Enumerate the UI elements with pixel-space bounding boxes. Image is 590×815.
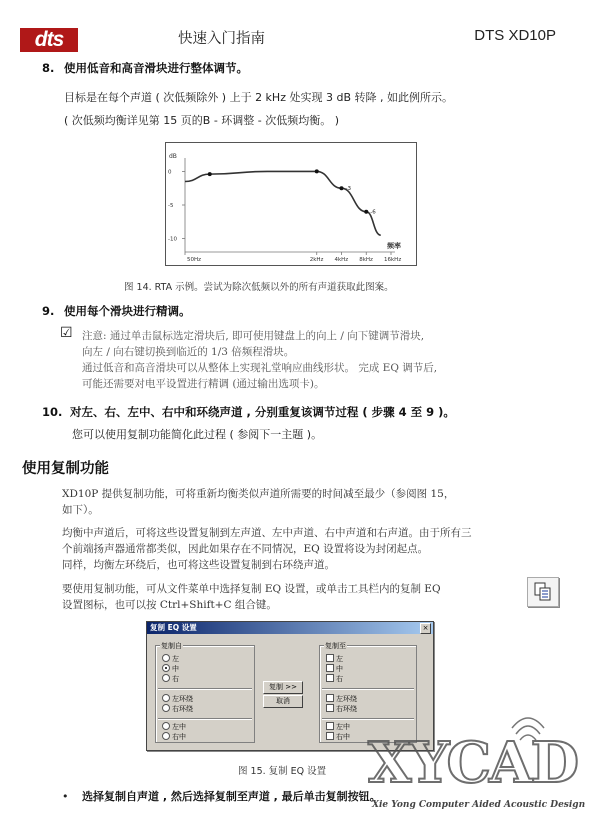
rta-marker-0 xyxy=(208,172,212,176)
copy-from-label: 复制自 xyxy=(161,642,182,650)
step8-number: 8. xyxy=(42,61,55,75)
from-separator-2 xyxy=(158,718,252,720)
from-left-surround-radio[interactable]: 左环绕 xyxy=(162,694,193,704)
x-tick-label-2: 4kHz xyxy=(334,257,349,263)
step9-note1: 注意: 通过单击鼠标选定滑块后, 即可使用键盘上的向上 / 向下键调节滑块, xyxy=(82,330,425,342)
step9-note2: 向左 / 向右键切换到临近的 1/3 倍频程滑块。 xyxy=(82,346,295,358)
from-right-radio[interactable]: 右 xyxy=(162,674,179,684)
rta-marker-2 xyxy=(339,186,343,190)
step9-note4: 可能还需要对电平设置进行精调 (通过输出选项卡)。 xyxy=(82,378,325,390)
step10-sub: 您可以使用复制功能简化此过程 ( 参阅下一主题 )。 xyxy=(72,428,323,441)
step8-line2: ( 次低频均衡详见第 15 页的B - 环调整 - 次低频均衡。 ) xyxy=(64,114,340,127)
y-tick-label-0: 0 xyxy=(168,169,172,176)
to-right-center-checkbox[interactable]: 右中 xyxy=(326,732,350,742)
section-p1b: 如下）。 xyxy=(62,504,99,516)
close-icon[interactable]: × xyxy=(420,623,431,634)
bullet-text: 选择复制自声道 , 然后选择复制至声道 , 最后单击复制按钮。 xyxy=(82,790,381,803)
from-left-radio[interactable]: 左 xyxy=(162,654,179,664)
from-separator-1 xyxy=(158,688,252,690)
to-left-checkbox[interactable]: 左 xyxy=(326,654,343,664)
to-right-surround-checkbox[interactable]: 右环绕 xyxy=(326,704,357,714)
to-center-checkbox[interactable]: 中 xyxy=(326,664,343,674)
step10-title: 对左、右、左中、右中和环绕声道 , 分别重复该调节过程 ( 步骤 4 至 9 )。 xyxy=(70,405,455,419)
section-p3a: 要使用复制功能，可从文件菜单中选择复制 EQ 设置，或单击工具栏内的复制 EQ xyxy=(62,583,441,595)
dts-logo: dts xyxy=(20,28,78,52)
to-left-center-checkbox[interactable]: 左中 xyxy=(326,722,350,732)
to-separator-1 xyxy=(322,688,414,690)
xycad-watermark xyxy=(360,712,586,812)
section-p2c: 同样，均衡左环绕后，也可将这些设置复制到右环绕声道。 xyxy=(62,559,335,571)
rta-marker-label-3: -6 xyxy=(370,209,376,216)
copy-button[interactable]: 复制 >> xyxy=(263,681,303,694)
header-title: 快速入门指南 xyxy=(178,31,265,47)
copy-to-label: 复制至 xyxy=(325,642,346,650)
rta-marker-3 xyxy=(364,210,368,214)
chart-frame xyxy=(166,143,417,266)
x-axis-label: 频率 xyxy=(387,242,401,250)
x-tick-label-4: 16kHz xyxy=(384,257,402,263)
section-p1a: XD10P 提供复制功能，可将重新均衡类似声道所需要的时间减至最少（参阅图 15， xyxy=(62,488,455,500)
step10-number: 10. xyxy=(42,405,63,419)
bullet-dot: • xyxy=(62,790,69,803)
step9-title: 使用每个滑块进行精调。 xyxy=(64,304,191,318)
header-model: DTS XD10P xyxy=(474,27,556,44)
from-center-radio[interactable]: 中 xyxy=(162,664,179,674)
x-tick-label-3: 8kHz xyxy=(359,257,373,263)
section-p2a: 均衡中声道后，可将这些设置复制到左声道、左中声道、右中声道和右声道。由于所有三 xyxy=(62,527,472,539)
step9-note3: 通过低音和高音滑块可以从整体上实现礼堂响应曲线形状。 完成 EQ 调节后, xyxy=(82,362,438,374)
section-heading: 使用复制功能 xyxy=(22,461,109,477)
fig14-caption: 图 14. RTA 示例。尝试为除次低频以外的所有声道获取此图案。 xyxy=(124,282,394,293)
x-tick-label-1: 2kHz xyxy=(309,257,324,263)
y-tick-label-1: -5 xyxy=(168,203,174,209)
rta-marker-1 xyxy=(315,169,319,173)
rta-marker-label-2: -3 xyxy=(345,186,351,193)
section-p2b: 个前端扬声器通常都类似，因此如果存在不同情况，EQ 设置将设为封闭起点。 xyxy=(62,543,429,555)
to-left-surround-checkbox[interactable]: 左环绕 xyxy=(326,694,357,704)
copy-eq-toolbar-icon[interactable] xyxy=(527,577,559,607)
from-right-surround-radio[interactable]: 右环绕 xyxy=(162,704,193,714)
watermark-small: Xie Yong Computer Aided Acoustic Design xyxy=(372,800,586,810)
x-tick-label-0: 50Hz xyxy=(187,257,202,263)
step8-line1: 目标是在每个声道 ( 次低频除外 ) 上于 2 kHz 处实现 3 dB 转降 , 如此例所示。 xyxy=(64,91,453,104)
rta-chart xyxy=(165,142,417,266)
fig15-caption: 图 15. 复制 EQ 设置 xyxy=(238,766,327,777)
to-right-checkbox[interactable]: 右 xyxy=(326,674,343,684)
checkbox-note-icon: ☑ xyxy=(60,325,73,341)
copy-from-group xyxy=(155,642,255,743)
y-tick-label-2: -10 xyxy=(168,236,177,243)
y-axis-label: dB xyxy=(169,153,177,160)
section-p3b: 设置图标，也可以按 Ctrl+Shift+C 组合键。 xyxy=(62,599,277,611)
step9-number: 9. xyxy=(42,304,55,318)
dialog-title: 复制 EQ 设置 xyxy=(147,622,433,634)
step8-title: 使用低音和高音滑块进行整体调节。 xyxy=(64,61,248,75)
from-left-center-radio[interactable]: 左中 xyxy=(162,722,186,732)
watermark-big: XYCAD xyxy=(368,730,578,796)
from-right-center-radio[interactable]: 右中 xyxy=(162,732,186,742)
cancel-button[interactable]: 取消 xyxy=(263,695,303,708)
